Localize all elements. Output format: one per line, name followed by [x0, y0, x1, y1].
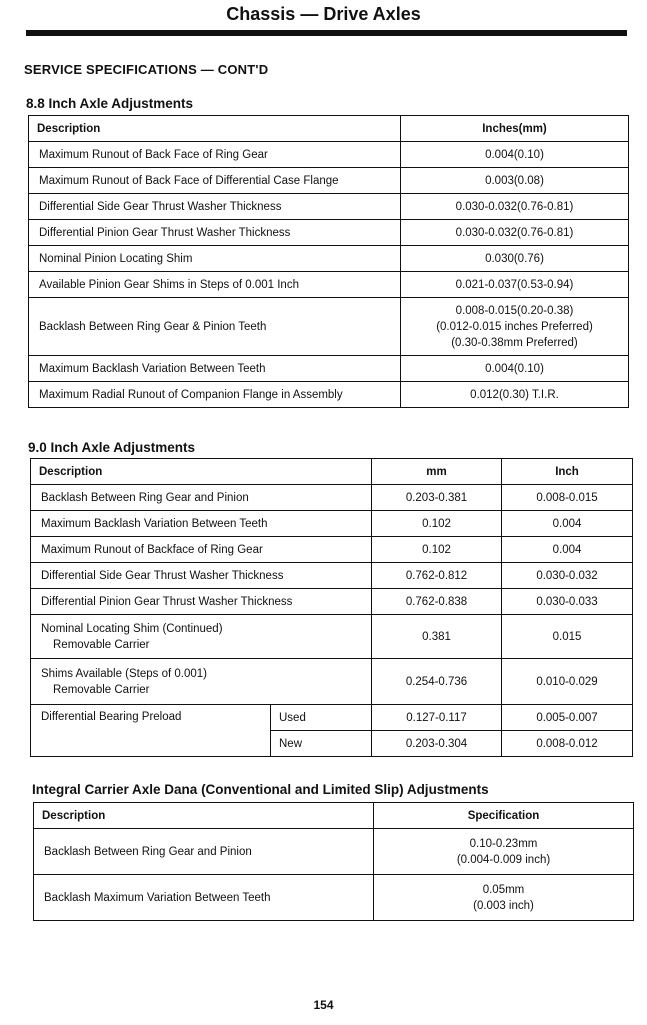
mm-cell: 0.254-0.736	[372, 659, 502, 705]
table-row	[31, 459, 633, 485]
specification-cell	[374, 829, 634, 875]
description-cell: Maximum Radial Runout of Companion Flange in Assembly	[29, 382, 401, 408]
description-cell: Differential Pinion Gear Thrust Washer Thickness	[31, 589, 372, 615]
table-row	[31, 615, 633, 659]
mm-cell: 0.127-0.117	[372, 705, 502, 731]
specification-cell-line: (0.003 inch)	[473, 899, 534, 912]
mm-cell: 0.102	[372, 511, 502, 537]
description-line: Shims Available (Steps of 0.001)	[41, 667, 207, 680]
table-8-8	[28, 115, 629, 408]
inch-cell: 0.030-0.032	[502, 563, 633, 589]
description-cell: Maximum Backlash Variation Between Teeth	[31, 511, 372, 537]
value-cell-line: (0.012-0.015 inches Preferred)	[436, 320, 593, 333]
description-cell: Differential Pinion Gear Thrust Washer Thickness	[29, 220, 401, 246]
description-cell: Maximum Backlash Variation Between Teeth	[29, 356, 401, 382]
mm-cell: 0.203-0.304	[372, 731, 502, 757]
header-inch: Inch	[502, 459, 633, 485]
description-line: Nominal Locating Shim (Continued)	[41, 622, 223, 635]
value-cell: 0.004(0.10)	[401, 142, 629, 168]
header-description: Description	[29, 116, 401, 142]
value-cell-line: 0.008-0.015(0.20-0.38)	[455, 304, 574, 317]
value-cell-line: (0.30-0.38mm Preferred)	[451, 336, 578, 349]
header-description: Description	[31, 459, 372, 485]
header-mm: mm	[372, 459, 502, 485]
table-row	[29, 382, 629, 408]
description-cell: Maximum Runout of Backface of Ring Gear	[31, 537, 372, 563]
section-header: SERVICE SPECIFICATIONS — CONT'D	[24, 62, 269, 77]
description-cell: Backlash Between Ring Gear and Pinion	[34, 829, 374, 875]
inch-cell: 0.030-0.033	[502, 589, 633, 615]
page-number: 154	[313, 998, 334, 1012]
table-dana	[33, 802, 634, 921]
table-row	[31, 537, 633, 563]
mm-cell: 0.203-0.381	[372, 485, 502, 511]
table-row	[29, 298, 629, 356]
inch-cell: 0.010-0.029	[502, 659, 633, 705]
description-cell: Nominal Pinion Locating Shim	[29, 246, 401, 272]
description-line: Removable Carrier	[53, 683, 150, 696]
table-row	[31, 511, 633, 537]
description-cell	[31, 615, 372, 659]
specification-cell	[374, 875, 634, 921]
specification-cell-line: 0.05mm	[482, 883, 525, 896]
table-9-0-title: 9.0 Inch Axle Adjustments	[28, 440, 196, 455]
value-cell: 0.021-0.037(0.53-0.94)	[401, 272, 629, 298]
description-line: Removable Carrier	[53, 638, 150, 651]
inch-cell: 0.008-0.012	[502, 731, 633, 757]
table-8-8-title: 8.8 Inch Axle Adjustments	[26, 96, 194, 111]
table-row	[29, 168, 629, 194]
value-cell: 0.030-0.032(0.76-0.81)	[401, 194, 629, 220]
inch-cell: 0.005-0.007	[502, 705, 633, 731]
table-9-0	[30, 458, 633, 757]
table-row	[29, 142, 629, 168]
inch-cell: 0.004	[502, 537, 633, 563]
table-row	[29, 116, 629, 142]
mm-cell: 0.381	[372, 615, 502, 659]
header-inches-mm: Inches(mm)	[401, 116, 629, 142]
table-row	[29, 220, 629, 246]
table-row	[31, 563, 633, 589]
inch-cell: 0.004	[502, 511, 633, 537]
table-row	[29, 356, 629, 382]
used-label: Used	[271, 705, 372, 731]
table-row	[31, 705, 633, 731]
table-row	[34, 829, 634, 875]
header-description: Description	[34, 803, 374, 829]
description-cell: Backlash Between Ring Gear and Pinion	[31, 485, 372, 511]
description-cell: Differential Side Gear Thrust Washer Thickness	[31, 563, 372, 589]
value-cell: 0.030(0.76)	[401, 246, 629, 272]
value-cell: 0.004(0.10)	[401, 356, 629, 382]
mm-cell: 0.762-0.838	[372, 589, 502, 615]
new-label: New	[271, 731, 372, 757]
specification-cell-line: (0.004-0.009 inch)	[456, 853, 551, 866]
value-cell: 0.030-0.032(0.76-0.81)	[401, 220, 629, 246]
table-row	[31, 485, 633, 511]
header-specification: Specification	[374, 803, 634, 829]
inch-cell: 0.015	[502, 615, 633, 659]
page-title: Chassis — Drive Axles	[226, 4, 421, 24]
mm-cell: 0.762-0.812	[372, 563, 502, 589]
mm-cell: 0.102	[372, 537, 502, 563]
description-cell: Backlash Maximum Variation Between Teeth	[34, 875, 374, 921]
value-cell: 0.012(0.30) T.I.R.	[401, 382, 629, 408]
value-cell	[401, 298, 629, 356]
preload-label: Differential Bearing Preload	[31, 705, 271, 757]
table-row	[29, 246, 629, 272]
table-dana-title: Integral Carrier Axle Dana (Conventional and Limited Slip) Adjustments	[32, 782, 489, 797]
table-row	[29, 194, 629, 220]
table-row	[34, 803, 634, 829]
description-cell: Maximum Runout of Back Face of Differential Case Flange	[29, 168, 401, 194]
description-cell	[31, 659, 372, 705]
table-row	[31, 589, 633, 615]
description-cell: Available Pinion Gear Shims in Steps of 0.001 Inch	[29, 272, 401, 298]
table-row	[34, 875, 634, 921]
description-cell: Maximum Runout of Back Face of Ring Gear	[29, 142, 401, 168]
table-row	[29, 272, 629, 298]
inch-cell: 0.008-0.015	[502, 485, 633, 511]
table-row	[31, 659, 633, 705]
value-cell: 0.003(0.08)	[401, 168, 629, 194]
description-cell: Backlash Between Ring Gear & Pinion Teeth	[29, 298, 401, 356]
title-rule	[26, 30, 627, 36]
specification-cell-line: 0.10-0.23mm	[469, 837, 538, 850]
description-cell: Differential Side Gear Thrust Washer Thickness	[29, 194, 401, 220]
